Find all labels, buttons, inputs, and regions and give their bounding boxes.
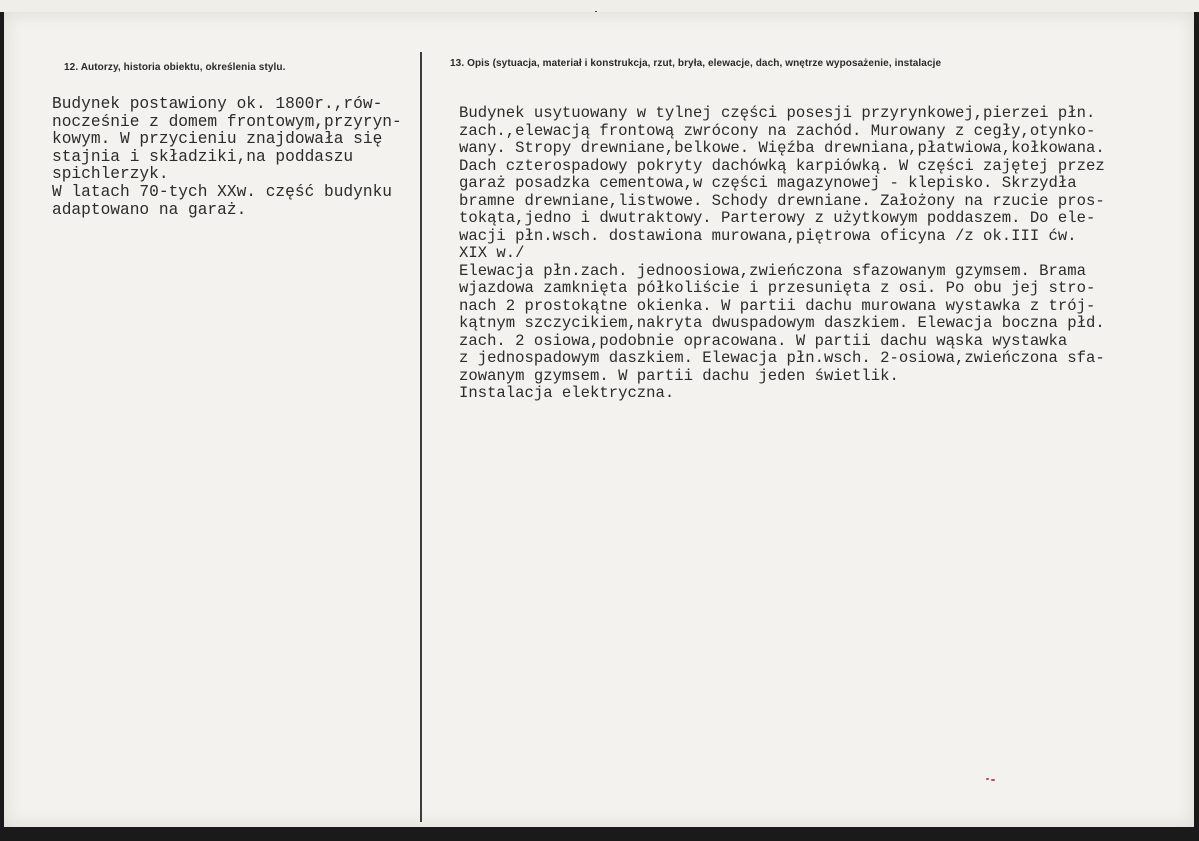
red-ink-mark [986,778,996,782]
section-13-header: 13. Opis (sytuacja, materiał i konstrukcja, rzut, bryła, elewacje, dach, wnętrze wyposażenie, instalacje [450,58,942,69]
top-paper-strip [0,0,1199,12]
section-12-text: Budynek postawiony ok. 1800r.,rów- nocześnie z domem frontowym,przyryn- kowym. W przycieniu znajdowała się stajnia i składziki,na poddaszu spichlerzyk. W latach 70-tych XXw. część budynku adaptowano na garaż. [52,95,402,219]
column-divider [420,52,422,822]
section-13-text: Budynek usytuowany w tylnej części posesji przyrynkowej,pierzei płn. zach.,elewacją frontową zwrócony na zachód. Murowany z cegły,otynko- wany. Stropy drewniane,belkowe. Więźba drewniana,płatwiowa,kołkowana. Dach czterospadowy pokryty dachówką karpiówką. W części zajętej przez garaż posadzka cementowa,w części magazynowej - klepisko. Skrzydła bramne drewniane,listwowe. Schody drewniane. Założony na rzucie pros- tokąta,jedno i dwutraktowy. Parterowy z użytkowym poddaszem. Do ele- wacji płn.wsch. dostawiona murowana,piętrowa oficyna /z ok.III ćw. XIX w./ Elewacja płn.zach. jednoosiowa,zwieńczona sfazowanym gzymsem. Brama wjazdowa zamknięta półkoliście i przesunięta z osi. Po obu jej stro- nach 2 prostokątne okienka. W partii dachu murowana wystawka z trój- kątnym szczycikiem,nakryta dwuspadowym daszkiem. Elewacja boczna płd. zach. 2 osiowa,podobnie opracowana. W partii dachu wąska wystawka z jednospadowym daszkiem. Elewacja płn.wsch. 2-osiowa,zwieńczona sfa- zowanym gzymsem. W partii dachu jeden świetlik. Instalacja elektryczna. [459,104,1105,402]
section-12-header: 12. Autorzy, historia obiektu, określenia stylu. [64,62,286,73]
